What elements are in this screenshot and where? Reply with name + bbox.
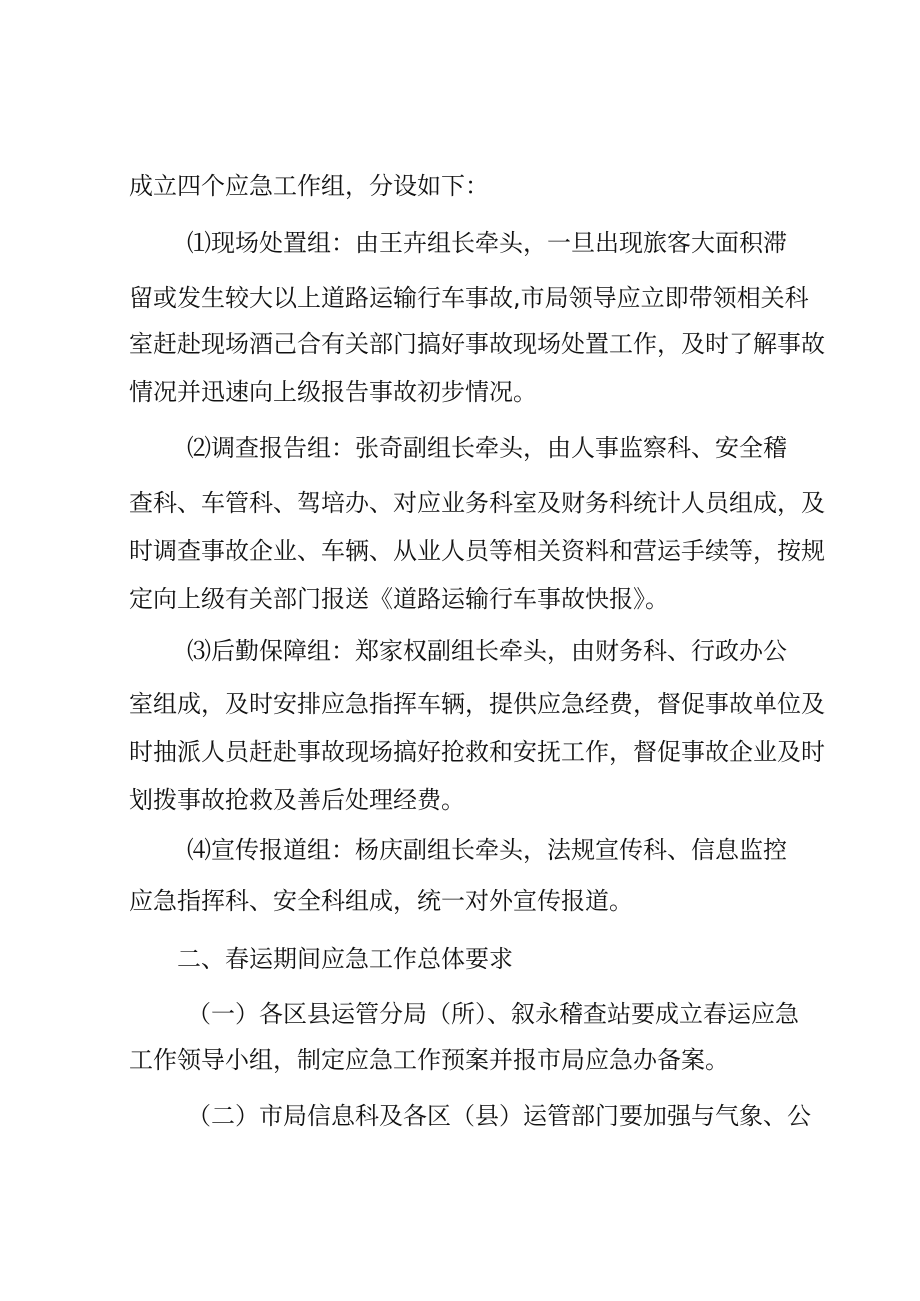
section-heading: 二、春运期间应急工作总体要求	[177, 945, 513, 973]
text-line: 留或发生较大以上道路运输行车事故,市局领导应立即带领相关科	[129, 284, 809, 312]
text-line-item-3-start: ⑶后勤保障组：郑家权副组长牵头，由财务科、行政办公	[187, 637, 787, 665]
text-line-item-2-start: ⑵调查报告组：张奇副组长牵头，由人事监察科、安全稽	[187, 434, 787, 462]
text-line-item-1-start: ⑴现场处置组：由王卉组长牵头，一旦出现旅客大面积滞	[187, 229, 787, 257]
text-line: 应急指挥科、安全科组成，统一对外宣传报道。	[129, 887, 633, 915]
text-line: 查科、车管科、驾培办、对应业务科室及财务科统计人员组成，及	[129, 489, 825, 517]
text-line: 定向上级有关部门报送《道路运输行车事故快报》。	[129, 585, 669, 613]
text-line: 室赶赴现场酒己合有关部门搞好事故现场处置工作，及时了解事故	[129, 330, 825, 358]
text-line: 情况并迅速向上级报告事故初步情况。	[129, 378, 537, 406]
text-line-requirement-1-start: （一）各区县运管分局（所）、叙永稽查站要成立春运应急	[187, 1000, 799, 1028]
text-line-item-4-start: ⑷宣传报道组：杨庆副组长牵头，法规宣传科、信息监控	[187, 836, 787, 864]
text-line-requirement-2-start: （二）市局信息科及各区（县）运管部门要加强与气象、公	[187, 1102, 811, 1130]
text-line-group-intro: 成立四个应急工作组，分设如下：	[129, 172, 489, 200]
text-line: 工作领导小组，制定应急工作预案并报市局应急办备案。	[129, 1046, 729, 1074]
text-line: 室组成，及时安排应急指挥车辆，提供应急经费，督促事故单位及	[129, 690, 825, 718]
text-line: 划拨事故抢救及善后处理经费。	[129, 786, 465, 814]
text-line: 时调查事故企业、车辆、从业人员等相关资料和营运手续等，按规	[129, 537, 825, 565]
text-line: 时抽派人员赶赴事故现场搞好抢救和安抚工作，督促事故企业及时	[129, 738, 825, 766]
